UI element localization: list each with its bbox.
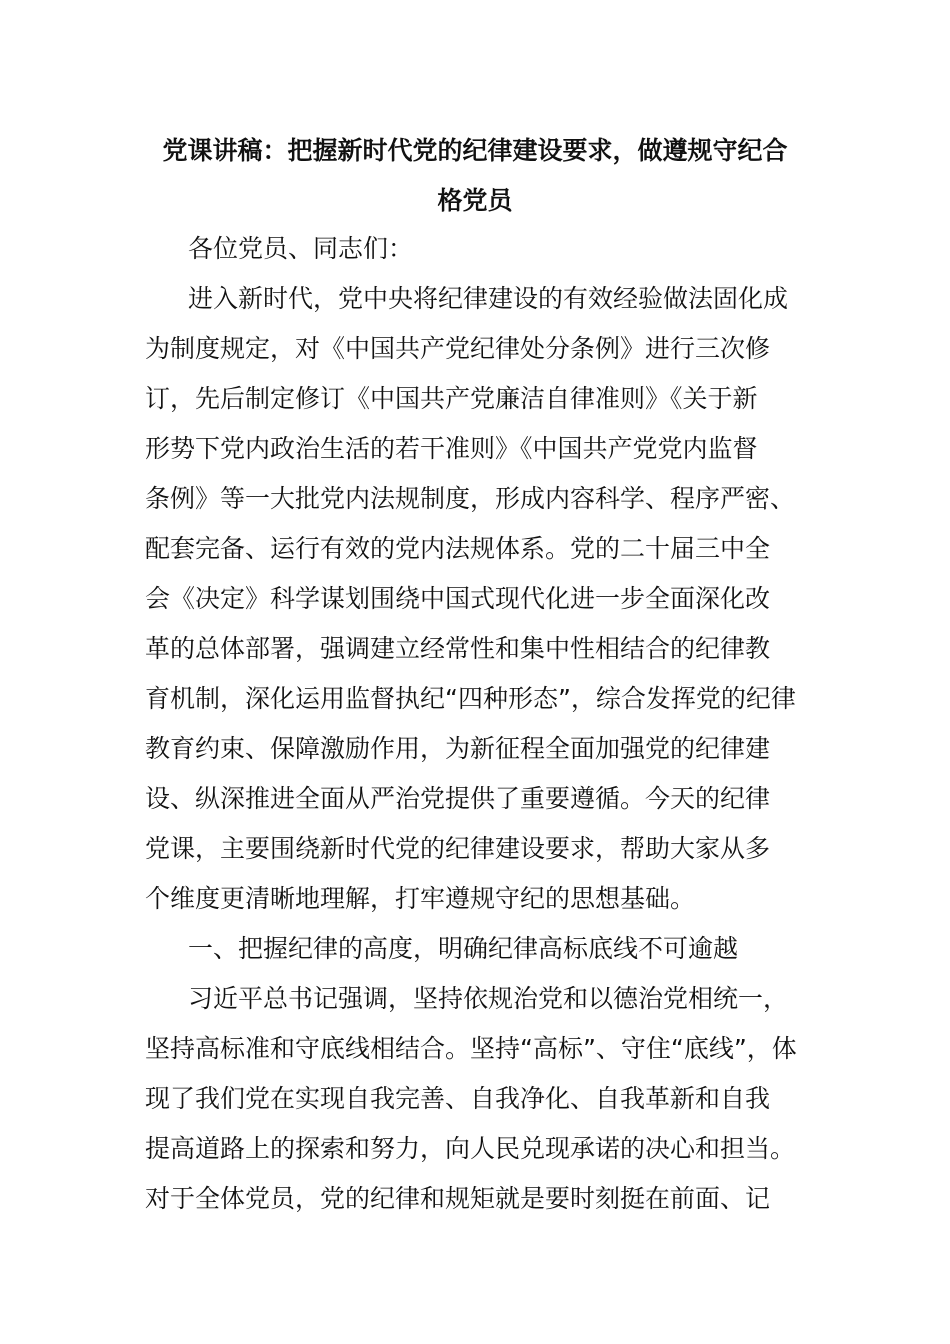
paragraph-line: 现了我们党在实现自我完善、自我净化、自我革新和自我 — [145, 1084, 771, 1113]
paragraph-line: 设、纵深推进全面从严治党提供了重要遵循。今天的纪律 — [145, 784, 771, 813]
document-title-line-2: 格党员 — [437, 186, 513, 215]
paragraph-line: 对于全体党员，党的纪律和规矩就是要时刻挺在前面、记 — [145, 1184, 771, 1213]
paragraph-line: 进入新时代，党中央将纪律建设的有效经验做法固化成 — [188, 284, 789, 313]
document-title-line-1: 党课讲稿：把握新时代党的纪律建设要求，做遵规守纪合 — [162, 136, 788, 165]
paragraph-line: 党课，主要围绕新时代党的纪律建设要求，帮助大家从多 — [145, 834, 771, 863]
paragraph-line: 条例》等一大批党内法规制度，形成内容科学、程序严密、 — [145, 484, 796, 513]
paragraph-line: 订，先后制定修订《中国共产党廉洁自律准则》《关于新 — [145, 384, 758, 413]
paragraph-line: 坚持高标准和守底线相结合。坚持“高标”、守住“底线”，体 — [145, 1034, 797, 1063]
paragraph-line: 育机制，深化运用监督执纪“四种形态”，综合发挥党的纪律 — [145, 684, 796, 713]
paragraph-line: 习近平总书记强调，坚持依规治党和以德治党相统一， — [188, 984, 789, 1013]
paragraph-line: 会《决定》科学谋划围绕中国式现代化进一步全面深化改 — [145, 584, 771, 613]
paragraph-line: 提高道路上的探索和努力，向人民兑现承诺的决心和担当。 — [145, 1134, 796, 1163]
paragraph-line: 为制度规定，对《中国共产党纪律处分条例》进行三次修 — [145, 334, 771, 363]
paragraph-line: 形势下党内政治生活的若干准则》《中国共产党党内监督 — [145, 434, 758, 463]
salutation: 各位党员、同志们： — [188, 234, 414, 263]
paragraph-line: 革的总体部署，强调建立经常性和集中性相结合的纪律教 — [145, 634, 771, 663]
paragraph-line: 个维度更清晰地理解，打牢遵规守纪的思想基础。 — [145, 884, 696, 913]
section-heading: 一、把握纪律的高度，明确纪律高标底线不可逾越 — [188, 934, 739, 963]
paragraph-line: 配套完备、运行有效的党内法规体系。党的二十届三中全 — [145, 534, 771, 563]
paragraph-line: 教育约束、保障激励作用，为新征程全面加强党的纪律建 — [145, 734, 771, 763]
